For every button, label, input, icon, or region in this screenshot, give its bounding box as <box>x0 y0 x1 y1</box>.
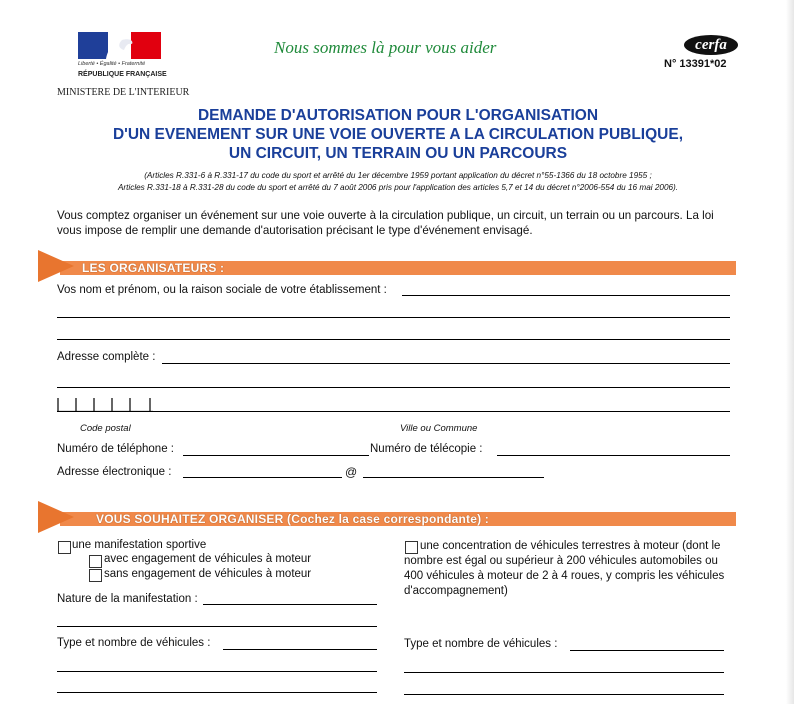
phone-label: Numéro de téléphone : <box>57 443 174 455</box>
intro-line2: vous impose de remplir une demande d'autorisation précisant le type d'événement envisagé. <box>57 224 533 237</box>
vehicles-field-right-line3[interactable] <box>404 694 724 695</box>
fax-label: Numéro de télécopie : <box>370 443 483 455</box>
nature-field-line2[interactable] <box>57 626 377 627</box>
concentration-line1: une concentration de véhicules terrestres à moteur (dont le <box>420 540 721 552</box>
name-field-line3[interactable] <box>57 339 730 340</box>
name-label: Vos nom et prénom, ou la raison sociale de votre établissement : <box>57 284 387 296</box>
postal-code-boxes <box>57 398 153 412</box>
email-label: Adresse électronique : <box>57 466 172 478</box>
republic-name: RÉPUBLIQUE FRANÇAISE <box>78 71 167 78</box>
form-title <box>60 106 736 163</box>
at-sign: @ <box>345 465 358 479</box>
vehicles-label-left: Type et nombre de véhicules : <box>57 637 211 649</box>
vehicles-field-left[interactable] <box>223 649 377 650</box>
vehicles-field-right-line2[interactable] <box>404 672 724 673</box>
nature-label: Nature de la manifestation : <box>57 593 198 605</box>
address-field-line2[interactable] <box>57 387 730 388</box>
with-engines-checkbox[interactable] <box>89 555 102 568</box>
section-organisateurs-title: LES ORGANISATEURS : <box>82 261 225 275</box>
fax-field[interactable] <box>497 455 730 456</box>
section-organiser-title: VOUS SOUHAITEZ ORGANISER (Cochez la case correspondante) : <box>96 512 490 526</box>
vehicles-field-left-line3[interactable] <box>57 692 377 693</box>
ministry-name: MINISTERE DE L'INTERIEUR <box>57 87 190 98</box>
city-label: Ville ou Commune <box>400 423 478 434</box>
cerfa-logo: cerfa <box>684 35 738 55</box>
with-engines-label: avec engagement de véhicules à moteur <box>104 553 312 565</box>
concentration-line3: 400 véhicules à moteur de 2 à 4 roues, y compris les véhicules <box>404 570 725 582</box>
form-title-line1: DEMANDE D'AUTORISATION POUR L'ORGANISATION <box>197 107 599 124</box>
email-user-field[interactable] <box>183 477 342 478</box>
section-arrow-icon <box>38 501 74 533</box>
without-engines-checkbox[interactable] <box>89 569 102 582</box>
postal-code-label: Code postal <box>80 423 131 434</box>
without-engines-label: sans engagement de véhicules à moteur <box>104 568 312 580</box>
legal-line2: Articles R.331-18 à R.331-28 du code du sport et arrêté du 7 août 2006 pris pour l'application des articles 5,7 et 14 du décret n°2006-554 du 16 mai 2006). <box>117 183 679 192</box>
intro-text <box>57 208 747 238</box>
concentration-option-label <box>404 539 749 599</box>
phone-field[interactable] <box>183 455 369 456</box>
sport-checkbox[interactable] <box>58 541 71 554</box>
vehicles-field-left-line2[interactable] <box>57 671 377 672</box>
page-edge <box>786 0 794 704</box>
legal-line1: (Articles R.331-6 à R.331-17 du code du sport et arrêté du 1er décembre 1959 portant application du décret n°55-1366 du 18 octobre 1955 ; <box>144 171 652 180</box>
form-title-line2: D'UN EVENEMENT SUR UNE VOIE OUVERTE A LA CIRCULATION PUBLIQUE, <box>112 126 684 143</box>
name-field-line2[interactable] <box>57 317 730 318</box>
section-arrow-icon <box>38 250 74 282</box>
sport-option-label: une manifestation sportive <box>72 539 207 551</box>
city-field[interactable] <box>153 411 730 412</box>
name-field[interactable] <box>402 295 730 296</box>
form-title-line3: UN CIRCUIT, UN TERRAIN OU UN PARCOURS <box>228 145 568 162</box>
postal-code-field[interactable] <box>57 398 153 412</box>
concentration-line2: nombre est égal ou supérieur à 200 véhicules automobiles ou <box>404 555 718 567</box>
republic-motto: Liberté • Égalité • Fraternité <box>78 61 146 67</box>
slogan: Nous sommes là pour vous aider <box>274 38 497 57</box>
email-domain-field[interactable] <box>363 477 544 478</box>
legal-references <box>60 170 736 194</box>
nature-field[interactable] <box>203 604 377 605</box>
marianne-icon <box>88 34 148 59</box>
address-field[interactable] <box>162 363 730 364</box>
concentration-line4: d'accompagnement) <box>404 585 508 597</box>
vehicles-field-right[interactable] <box>570 650 724 651</box>
cerfa-number: N° 13391*02 <box>664 58 727 70</box>
intro-line1: Vous comptez organiser un événement sur une voie ouverte à la circulation publique, un circuit, un terrain ou un parcours. La loi <box>57 209 714 222</box>
address-label: Adresse complète : <box>57 351 156 363</box>
vehicles-label-right: Type et nombre de véhicules : <box>404 638 558 650</box>
